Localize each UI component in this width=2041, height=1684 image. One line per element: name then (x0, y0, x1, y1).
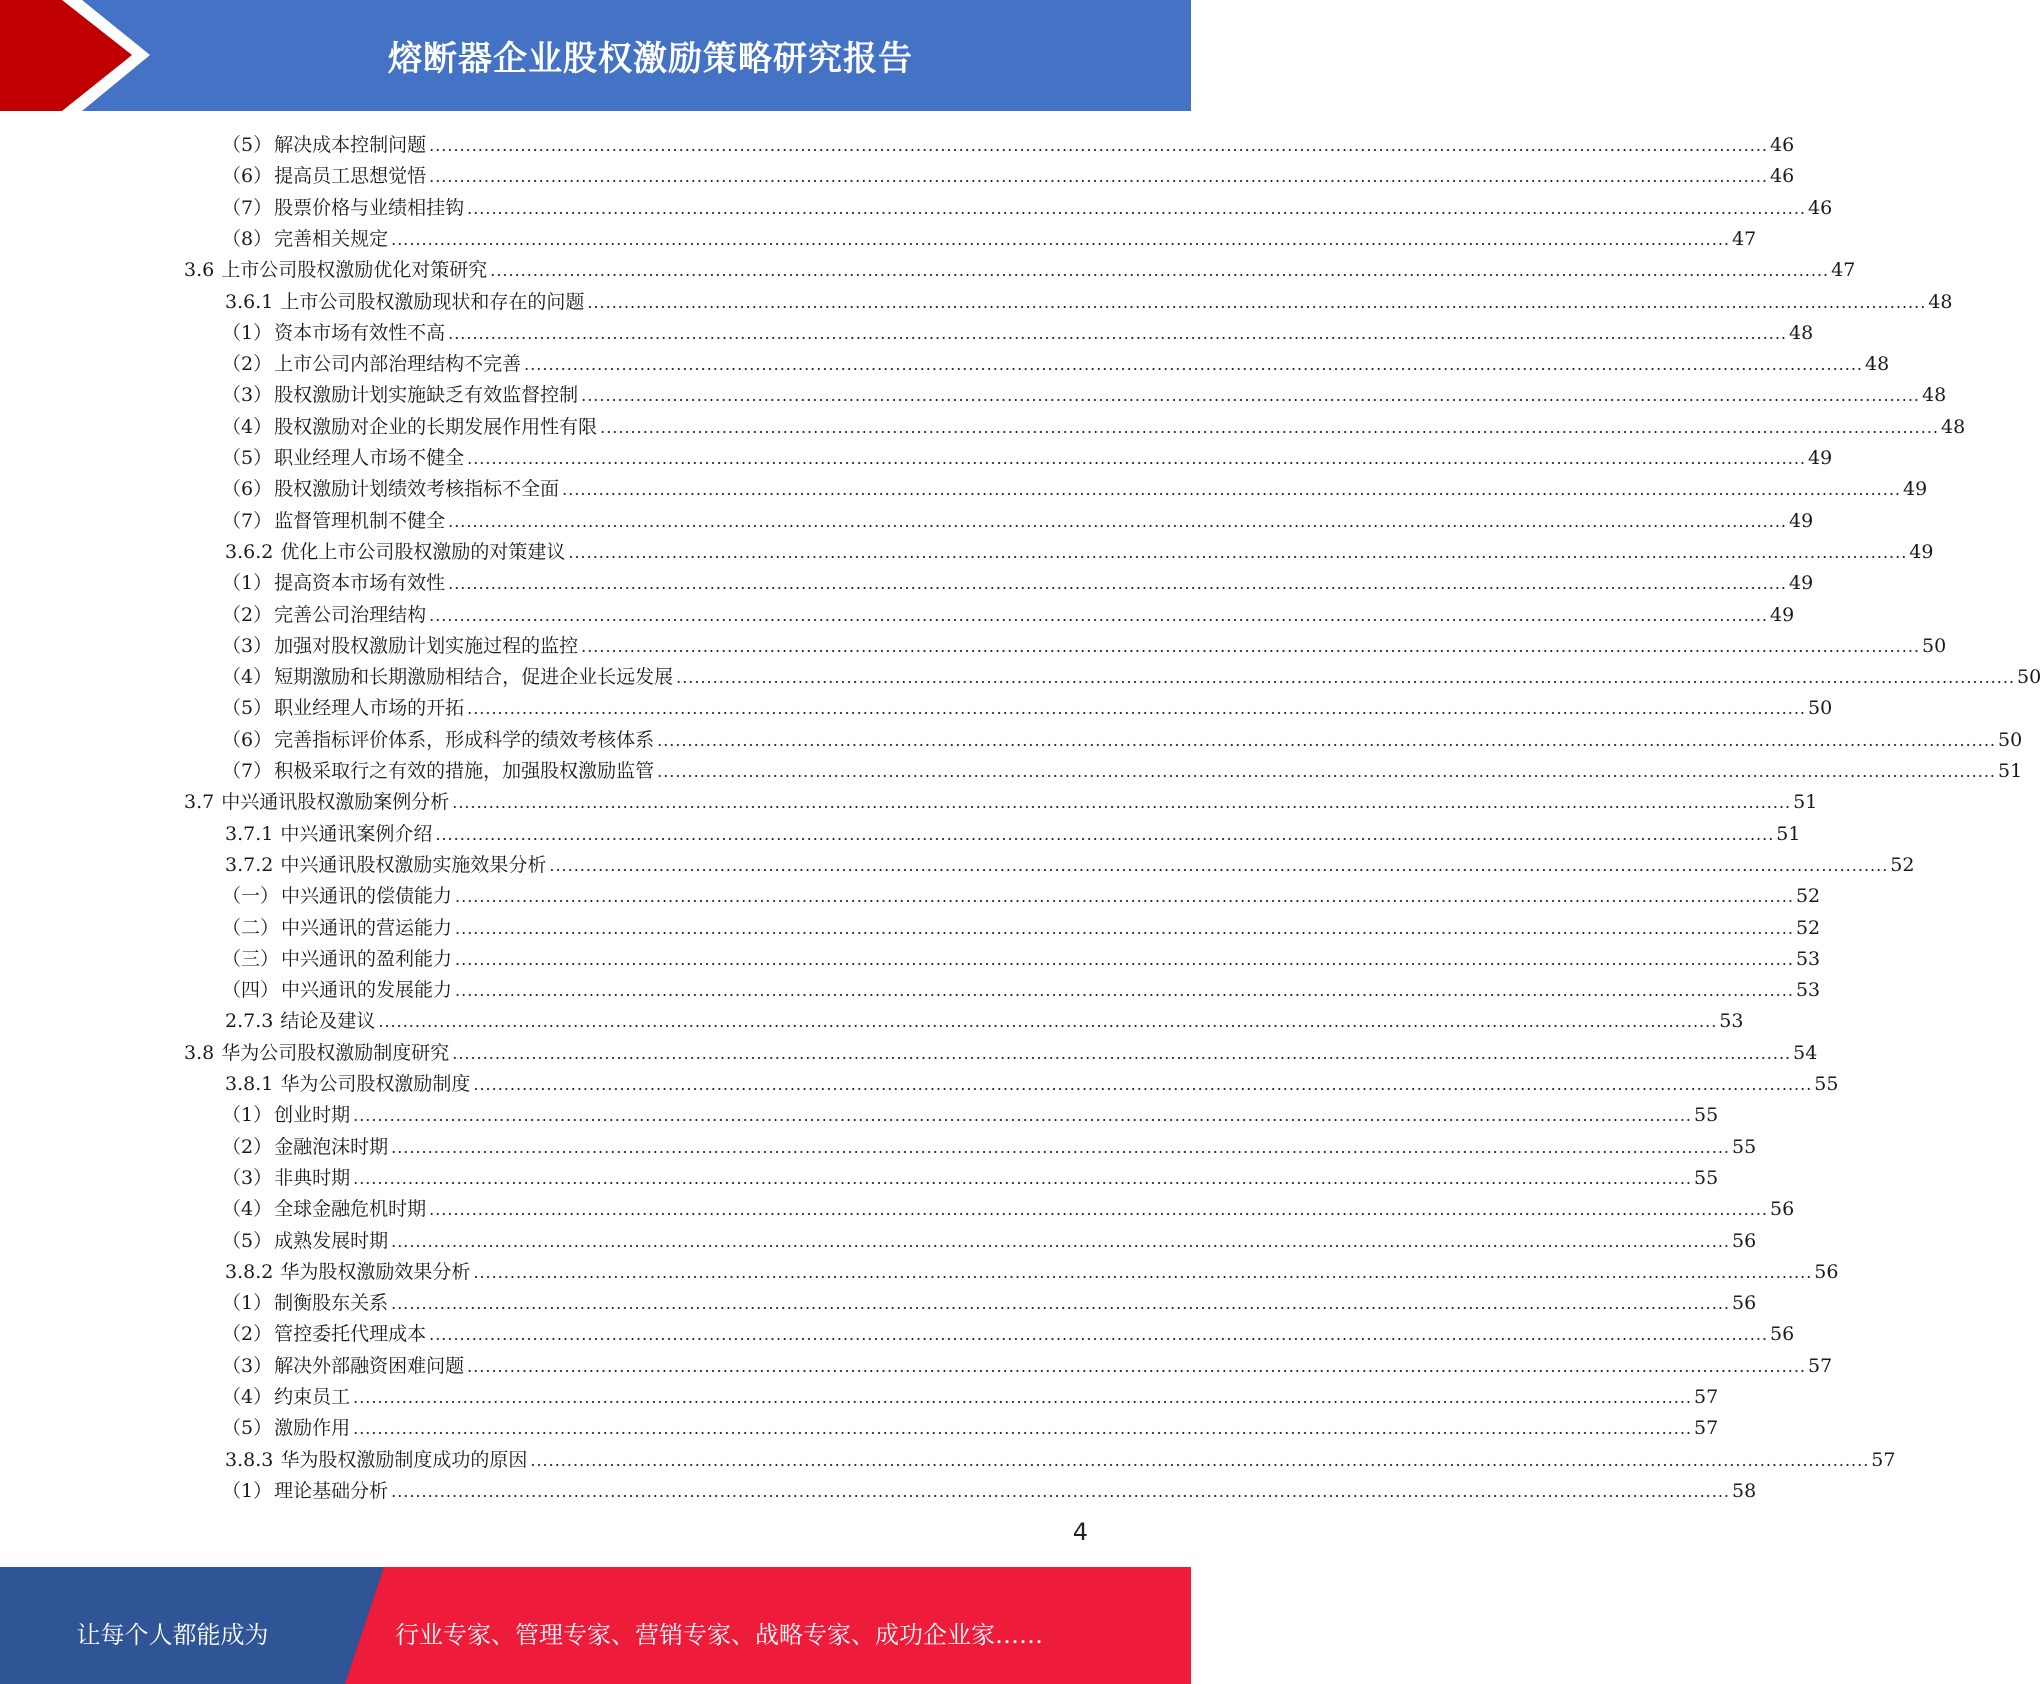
toc-leader-dots: ............................................................................................................................................................................................................................ (455, 918, 1794, 938)
toc-entry-label (225, 1448, 527, 1472)
toc-entry[interactable] (222, 376, 1947, 407)
toc-leader-dots: ............................................................................................................................................................................................................................ (455, 887, 1794, 907)
toc-entry-label (225, 853, 546, 877)
toc-entry-label (222, 477, 560, 501)
toc-entry-page: 55 (1732, 1135, 1757, 1158)
toc-entry[interactable] (225, 846, 1915, 877)
toc-entry-page: 47 (1732, 227, 1757, 250)
toc-entry-number: （6） (222, 165, 273, 188)
toc-entry-text: 非典时期 (274, 1166, 351, 1189)
toc-entry[interactable] (222, 1409, 1719, 1440)
toc-entry-label (222, 383, 579, 407)
toc-entry-number: （7） (222, 760, 273, 782)
toc-entry-number: （3） (222, 384, 273, 407)
toc-entry-text: 中兴通讯案例介绍 (280, 822, 433, 845)
toc-entry-page: 56 (1732, 1292, 1757, 1315)
toc-entry-label (222, 1354, 465, 1378)
toc-leader-dots: ............................................................................................................................................................................................................................ (467, 699, 1807, 719)
toc-entry-number: （5） (222, 697, 273, 720)
toc-entry-label (222, 978, 453, 1002)
toc-entry-label (222, 352, 522, 376)
toc-entry-text: 职业经理人市场的开拓 (274, 697, 465, 720)
toc-entry-label (222, 947, 453, 971)
toc-entry-page: 56 (1770, 1198, 1795, 1221)
toc-entry-number: （2） (222, 353, 273, 376)
toc-leader-dots: ............................................................................................................................................................................................................................ (562, 480, 1902, 500)
toc-entry-text: 中兴通讯的发展能力 (281, 979, 453, 1002)
toc-entry-number: 3.6 (184, 259, 215, 282)
toc-entry-page: 54 (1793, 1041, 1818, 1064)
toc-entry[interactable] (222, 439, 1833, 470)
toc-entry[interactable] (222, 1222, 1757, 1253)
toc-entry-page: 53 (1719, 1010, 1744, 1033)
toc-entry-page: 49 (1770, 603, 1795, 626)
toc-entry[interactable] (222, 627, 1947, 658)
toc-entry[interactable] (222, 596, 1795, 627)
toc-entry-text: 上市公司内部治理结构不完善 (274, 353, 522, 376)
toc-entry-text: 完善指标评价体系，形成科学的绩效考核体系 (274, 728, 655, 751)
toc-entry-label (222, 133, 427, 157)
toc-entry[interactable] (225, 815, 1801, 846)
toc-entry-label (222, 1479, 389, 1503)
toc-entry-page: 53 (1795, 979, 1821, 1002)
toc-entry-text: 金融泡沫时期 (274, 1135, 389, 1158)
toc-entry-number: （6） (222, 728, 273, 751)
toc-entry-text: 提高资本市场有效性 (274, 572, 446, 595)
toc-entry-number: （7） (222, 509, 273, 532)
toc-entry-text: 中兴通讯的盈利能力 (281, 947, 453, 970)
toc-entry-number: （二） (222, 916, 280, 939)
toc-leader-dots: ............................................................................................................................................................................................................................ (581, 636, 1921, 656)
toc-entry-label (225, 1260, 470, 1284)
toc-entry-label (225, 1072, 470, 1096)
toc-leader-dots: ............................................................................................................................................................................................................................ (452, 793, 1792, 813)
toc-entry-label (225, 1009, 375, 1033)
toc-entry-text: 华为股权激励效果分析 (280, 1260, 471, 1283)
toc-entry-text: 中兴通讯股权激励案例分析 (221, 791, 450, 814)
toc-entry[interactable] (222, 940, 1821, 971)
toc-entry-page: 48 (1928, 290, 1953, 313)
toc-leader-dots: ............................................................................................................................................................................................................................ (676, 668, 2016, 688)
toc-leader-dots: ............................................................................................................................................................................................................................ (473, 1075, 1813, 1094)
toc-entry-text: 上市公司股权激励优化对策研究 (221, 259, 488, 282)
toc-entry-label (225, 290, 584, 314)
toc-leader-dots: ............................................................................................................................................................................................................................ (587, 292, 1927, 312)
toc-entry-page: 51 (1998, 760, 2023, 782)
toc-leader-dots: ............................................................................................................................................................................................................................ (429, 605, 1769, 625)
toc-leader-dots: ............................................................................................................................................................................................................................ (353, 1419, 1693, 1439)
toc-entry[interactable] (222, 1347, 1833, 1378)
toc-entry-text: 职业经理人市场不健全 (274, 447, 465, 469)
toc-leader-dots: ............................................................................................................................................................................................................................ (391, 1481, 1731, 1501)
toc-entry-page: 57 (1694, 1386, 1719, 1408)
toc-entry-page: 46 (1770, 134, 1795, 156)
toc-entry-label (222, 1291, 389, 1315)
toc-entry-page: 48 (1789, 321, 1814, 344)
footer-slogan-right: 行业专家、管理专家、营销专家、战略专家、成功企业家…… (395, 1621, 1043, 1649)
toc-entry[interactable] (222, 658, 2041, 689)
toc-leader-dots: ............................................................................................................................................................................................................................ (435, 824, 1775, 844)
toc-entry-number: 3.6.2 (225, 540, 274, 563)
toc-entry[interactable] (225, 1002, 1744, 1033)
toc-entry-text: 积极采取行之有效的措施，加强股权激励监管 (274, 760, 655, 782)
toc-entry-text: 中兴通讯股权激励实施效果分析 (280, 853, 547, 876)
toc-entry-text: 制衡股东关系 (274, 1292, 389, 1315)
toc-entry-label (222, 509, 446, 533)
toc-leader-dots: ............................................................................................................................................................................................................................ (429, 167, 1769, 187)
toc-leader-dots: ............................................................................................................................................................................................................................ (391, 1137, 1731, 1157)
toc-entry-number: （1） (222, 321, 273, 344)
toc-entry-text: 股权激励计划实施缺乏有效监督控制 (274, 384, 579, 407)
toc-entry-text: 资本市场有效性不高 (274, 321, 446, 344)
toc-entry[interactable] (222, 220, 1757, 251)
toc-leader-dots: ............................................................................................................................................................................................................................ (353, 1106, 1693, 1126)
toc-entry-number: 3.8.1 (225, 1073, 274, 1095)
toc-entry-page: 50 (2017, 666, 2041, 689)
toc-leader-dots: ............................................................................................................................................................................................................................ (657, 730, 1997, 750)
toc-entry-label (222, 665, 674, 689)
toc-entry-number: （2） (222, 1323, 273, 1346)
toc-leader-dots: ............................................................................................................................................................................................................................ (429, 1200, 1769, 1220)
toc-entry-label (225, 540, 565, 564)
toc-entry-page: 50 (1922, 634, 1947, 657)
toc-entry[interactable] (184, 783, 1818, 814)
toc-entry[interactable] (225, 533, 1934, 564)
toc-entry-label (222, 1103, 351, 1127)
toc-entry-number: 3.7 (184, 791, 215, 814)
toc-entry-page: 56 (1814, 1260, 1839, 1283)
toc-entry[interactable] (222, 502, 1814, 533)
toc-entry-text: 全球金融危机时期 (274, 1198, 427, 1221)
toc-entry-number: （6） (222, 478, 273, 501)
toc-entry-text: 加强对股权激励计划实施过程的监控 (274, 634, 579, 657)
toc-entry-label (222, 1385, 351, 1409)
toc-entry-text: 解决外部融资困难问题 (274, 1354, 465, 1377)
toc-entry-label (222, 196, 465, 220)
toc-entry-text: 股权激励计划绩效考核指标不全面 (274, 478, 560, 501)
toc-entry-label (222, 1229, 389, 1253)
page-number: 4 (1072, 1518, 1088, 1546)
toc-leader-dots: ............................................................................................................................................................................................................................ (549, 855, 1889, 875)
toc-entry-page: 53 (1795, 947, 1821, 970)
toc-entry[interactable] (222, 971, 1821, 1002)
toc-entry-page: 57 (1694, 1417, 1719, 1440)
toc-entry-number: （5） (222, 447, 273, 469)
toc-leader-dots: ............................................................................................................................................................................................................................ (600, 417, 1940, 437)
toc-entry[interactable] (222, 721, 2023, 752)
report-title: 熔断器企业股权激励策略研究报告 (388, 39, 913, 79)
toc-entry-label (222, 1135, 389, 1159)
toc-entry-number: （1） (222, 1104, 273, 1127)
toc-entry-label (184, 258, 487, 282)
toc-entry-page: 58 (1732, 1479, 1757, 1502)
toc-leader-dots: ............................................................................................................................................................................................................................ (455, 949, 1794, 969)
toc-entry-text: 激励作用 (274, 1417, 351, 1440)
toc-entry[interactable] (222, 689, 1833, 720)
toc-entry-number: （7） (222, 196, 273, 219)
toc-entry-number: （四） (222, 979, 280, 1002)
toc-entry-label (222, 571, 446, 595)
toc-entry-label (184, 790, 449, 814)
toc-entry[interactable] (222, 1159, 1719, 1190)
toc-leader-dots: ............................................................................................................................................................................................................................ (448, 323, 1788, 343)
toc-entry-number: 3.6.1 (225, 290, 274, 313)
toc-entry-text: 创业时期 (274, 1104, 351, 1127)
toc-entry-number: 3.8.3 (225, 1448, 274, 1471)
toc-leader-dots: ............................................................................................................................................................................................................................ (467, 1356, 1807, 1376)
toc-entry-number: （2） (222, 1135, 273, 1158)
toc-entry[interactable] (222, 1096, 1719, 1127)
toc-entry[interactable] (222, 1472, 1757, 1503)
toc-entry-page: 49 (1789, 572, 1814, 595)
toc-leader-dots: ............................................................................................................................................................................................................................ (429, 1325, 1769, 1345)
toc-entry-label (222, 415, 598, 439)
toc-entry-label (222, 1197, 427, 1221)
toc-leader-dots: ............................................................................................................................................................................................................................ (448, 574, 1788, 594)
toc-entry-page: 52 (1890, 853, 1915, 876)
toc-entry-page: 57 (1871, 1448, 1896, 1471)
toc-leader-dots: ............................................................................................................................................................................................................................ (353, 1168, 1693, 1188)
toc-entry[interactable] (222, 1378, 1719, 1409)
page-header (0, 0, 1191, 111)
toc-entry[interactable] (225, 1253, 1839, 1284)
toc-leader-dots: ............................................................................................................................................................................................................................ (429, 136, 1769, 155)
toc-entry-page: 47 (1831, 259, 1856, 282)
toc-entry-page: 52 (1795, 885, 1821, 908)
toc-entry-number: （4） (222, 1386, 273, 1408)
toc-entry-text: 短期激励和长期激励相结合，促进企业长远发展 (274, 666, 674, 689)
toc-entry[interactable] (184, 251, 1856, 282)
toc-entry-page: 56 (1770, 1323, 1795, 1346)
toc-entry-page: 55 (1694, 1104, 1719, 1127)
toc-entry-number: （5） (222, 134, 273, 156)
toc-entry-page: 50 (1808, 697, 1833, 720)
toc-entry[interactable] (222, 189, 1833, 220)
toc-entry-page: 51 (1793, 791, 1818, 814)
toc-entry-number: 3.8 (184, 1041, 215, 1064)
toc-leader-dots: ............................................................................................................................................................................................................................ (657, 762, 1997, 781)
toc-entry-text: 监督管理机制不健全 (274, 509, 446, 532)
toc-entry-label (222, 603, 427, 627)
toc-entry-text: 华为公司股权激励制度研究 (221, 1041, 450, 1064)
toc-entry-text: 股票价格与业绩相挂钩 (274, 196, 465, 219)
toc-entry-page: 49 (1789, 509, 1814, 532)
toc-entry-number: 3.7.1 (225, 822, 274, 845)
toc-entry-page: 55 (1694, 1166, 1719, 1189)
toc-entry-text: 华为股权激励制度成功的原因 (280, 1448, 528, 1471)
toc-entry-label (222, 634, 579, 658)
toc-entry-page: 46 (1808, 196, 1833, 219)
toc-entry[interactable] (222, 909, 1821, 940)
toc-entry-page: 48 (1922, 384, 1947, 407)
toc-entry-text: 成熟发展时期 (274, 1229, 389, 1252)
toc-entry-page: 49 (1909, 540, 1934, 563)
toc-entry-text: 解决成本控制问题 (274, 134, 427, 156)
toc-entry[interactable] (225, 1441, 1896, 1472)
toc-entry[interactable] (222, 1190, 1795, 1221)
toc-entry-text: 理论基础分析 (274, 1479, 389, 1502)
toc-entry[interactable] (184, 1034, 1818, 1065)
toc-entry-text: 提高员工思想觉悟 (274, 165, 427, 188)
toc-entry[interactable] (222, 1315, 1795, 1346)
toc-entry-number: （三） (222, 947, 280, 970)
toc-entry-page: 50 (1998, 728, 2023, 751)
toc-entry-number: （4） (222, 1198, 273, 1221)
toc-entry-text: 中兴通讯的营运能力 (281, 916, 453, 939)
toc-entry-label (222, 759, 655, 783)
toc-entry-number: （2） (222, 603, 273, 626)
toc-entry-text: 优化上市公司股权激励的对策建议 (280, 540, 566, 563)
toc-entry-number: （1） (222, 1479, 273, 1502)
toc-entry-page: 49 (1903, 478, 1928, 501)
toc-entry-number: （1） (222, 572, 273, 595)
toc-leader-dots: ............................................................................................................................................................................................................................ (467, 198, 1807, 218)
toc-entry-text: 华为公司股权激励制度 (280, 1073, 471, 1095)
toc-entry[interactable] (222, 564, 1814, 595)
arrow-fill (0, 0, 132, 111)
toc-entry-number: （4） (222, 415, 273, 438)
toc-entry[interactable] (222, 126, 1795, 157)
toc-leader-dots: ............................................................................................................................................................................................................................ (353, 1388, 1693, 1407)
toc-entry-page: 48 (1865, 353, 1890, 376)
toc-entry-text: 上市公司股权激励现状和存在的问题 (280, 290, 585, 313)
toc-entry-label (222, 164, 427, 188)
toc-entry[interactable] (222, 752, 2023, 783)
toc-entry-text: 管控委托代理成本 (274, 1323, 427, 1346)
toc-entry[interactable] (222, 408, 1966, 439)
toc-leader-dots: ............................................................................................................................................................................................................................ (391, 1294, 1731, 1314)
toc-leader-dots: ............................................................................................................................................................................................................................ (568, 542, 1908, 562)
toc-entry-label (222, 227, 389, 251)
toc-entry-number: （4） (222, 666, 273, 689)
toc-entry-label (222, 321, 446, 345)
toc-entry-label (184, 1041, 449, 1065)
toc-entry-label (222, 446, 465, 470)
toc-entry-text: 完善相关规定 (274, 227, 389, 250)
toc-entry-label (222, 1166, 351, 1190)
toc-entry[interactable] (222, 877, 1821, 908)
toc-entry-number: （8） (222, 227, 273, 250)
toc-entry-number: （3） (222, 1166, 273, 1189)
toc-entry-number: （一） (222, 885, 280, 908)
toc-entry[interactable] (222, 157, 1795, 188)
toc-entry-number: （5） (222, 1417, 273, 1440)
toc-leader-dots: ............................................................................................................................................................................................................................ (378, 1012, 1718, 1032)
toc-leader-dots: ............................................................................................................................................................................................................................ (391, 229, 1731, 249)
toc-entry-page: 46 (1770, 165, 1795, 188)
toc-entry-number: 3.8.2 (225, 1260, 274, 1283)
toc-entry-text: 股权激励对企业的长期发展作用性有限 (274, 415, 598, 438)
toc-leader-dots: ............................................................................................................................................................................................................................ (455, 981, 1794, 1001)
toc-entry-label (222, 728, 655, 752)
toc-entry[interactable] (225, 283, 1953, 314)
toc-entry-label (225, 822, 432, 846)
toc-entry-page: 55 (1814, 1073, 1839, 1095)
toc-entry-page: 48 (1941, 415, 1966, 438)
toc-leader-dots: ............................................................................................................................................................................................................................ (473, 1262, 1813, 1282)
toc-entry-page: 57 (1808, 1354, 1833, 1377)
toc-entry-page: 52 (1795, 916, 1821, 939)
toc-entry-label (222, 884, 453, 908)
toc-entry-text: 中兴通讯的偿债能力 (281, 885, 453, 908)
toc-entry[interactable] (222, 1128, 1757, 1159)
toc-entry-number: （5） (222, 1229, 273, 1252)
toc-leader-dots: ............................................................................................................................................................................................................................ (490, 261, 1830, 281)
toc-entry-page: 49 (1808, 447, 1833, 469)
toc-leader-dots: ............................................................................................................................................................................................................................ (530, 1450, 1870, 1470)
toc-entry[interactable] (225, 1065, 1839, 1096)
toc-entry-label (222, 696, 465, 720)
toc-entry-text: 结论及建议 (280, 1010, 376, 1033)
header-arrow-decoration (0, 0, 160, 111)
toc-entry-number: 2.7.3 (225, 1010, 274, 1033)
toc-entry-text: 约束员工 (274, 1386, 351, 1408)
toc-leader-dots: ............................................................................................................................................................................................................................ (524, 355, 1864, 375)
toc-entry[interactable] (222, 470, 1928, 501)
toc-entry[interactable] (222, 1284, 1757, 1315)
toc-entry-label (222, 916, 453, 940)
toc-leader-dots: ............................................................................................................................................................................................................................ (452, 1043, 1792, 1063)
toc-leader-dots: ............................................................................................................................................................................................................................ (581, 386, 1921, 406)
toc-leader-dots: ............................................................................................................................................................................................................................ (448, 511, 1788, 531)
toc-entry[interactable] (222, 314, 1814, 345)
toc-entry-number: 3.7.2 (225, 853, 274, 876)
toc-entry-page: 51 (1776, 822, 1801, 845)
toc-entry-label (222, 1416, 351, 1440)
page-footer (0, 1567, 1191, 1684)
footer-slogan-left: 让每个人都能成为 (76, 1621, 269, 1649)
toc-entry-page: 56 (1732, 1229, 1757, 1252)
toc-entry-number: （3） (222, 634, 273, 657)
toc-entry-text: 完善公司治理结构 (274, 603, 427, 626)
toc-entry-number: （1） (222, 1292, 273, 1315)
toc-leader-dots: ............................................................................................................................................................................................................................ (467, 449, 1807, 468)
toc-entry[interactable] (222, 345, 1890, 376)
toc-entry-number: （3） (222, 1354, 273, 1377)
toc-leader-dots: ............................................................................................................................................................................................................................ (391, 1231, 1731, 1251)
toc-entry-label (222, 1322, 427, 1346)
